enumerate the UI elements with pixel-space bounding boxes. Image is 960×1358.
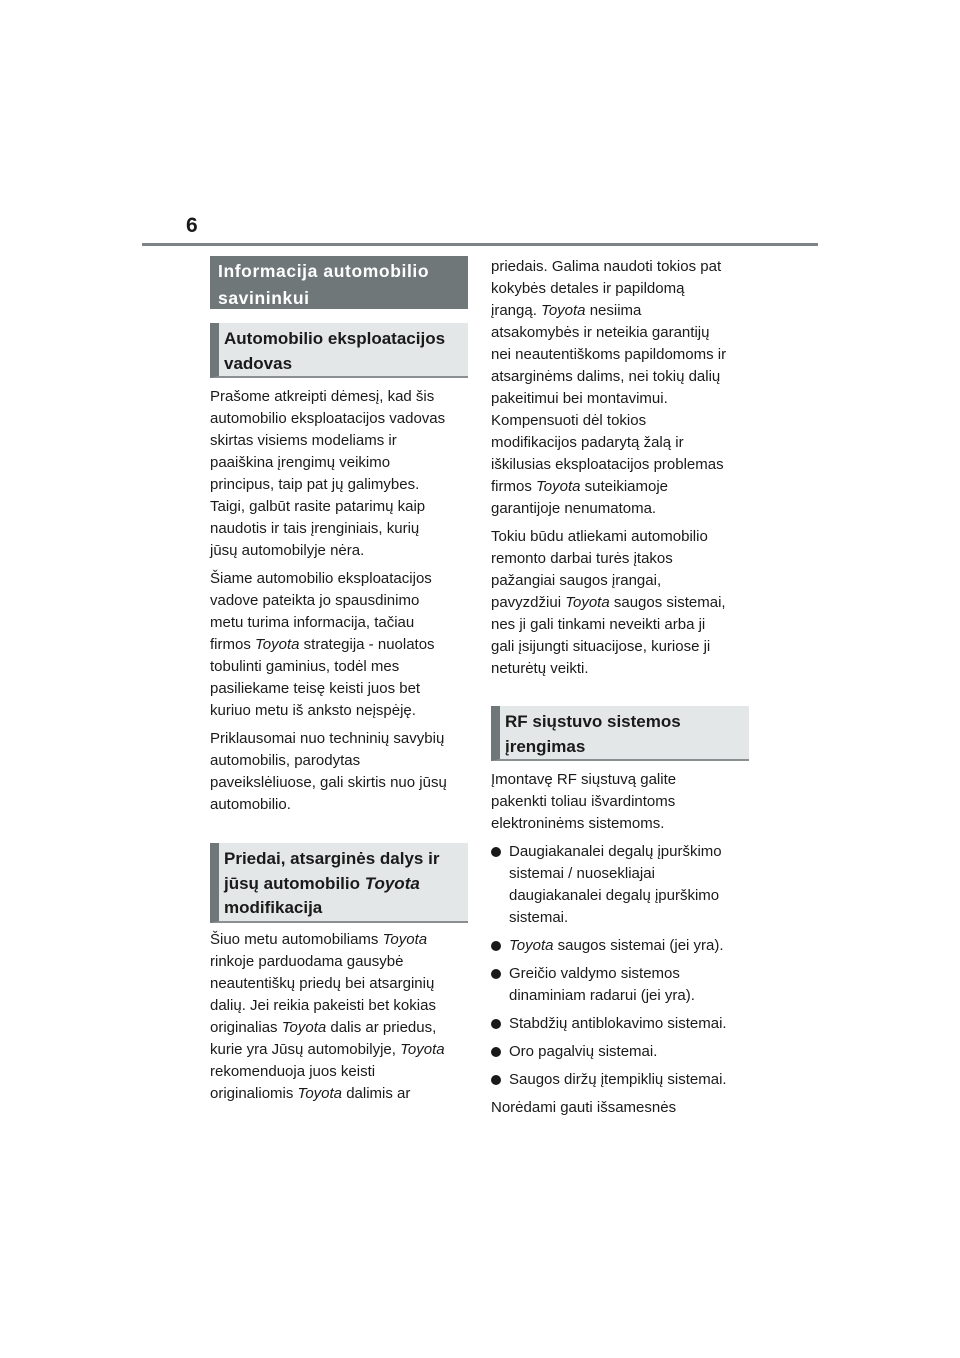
brand-text: Toyota [565,594,610,611]
list-item-text: Stabdžių antiblokavimo sistemai. [509,1015,727,1032]
text: Tokiu būdu atliekami automobilio remonto darbai turės įtakos pažangiai saugos įrangai, pavyzdžiui [491,528,708,611]
text: priedais. Galima naudoti tokios pat kokybės detales ir papildomą įrangą. [491,258,722,319]
brand-text: Toyota [364,873,420,893]
list-item [491,841,749,929]
paragraph-illustrations: Priklausomai nuo techninių savybių automobilis, parodytas paveikslėliuose, gali skirtis nuo jūsų automobilio. [210,730,447,813]
brand-text: Toyota [541,302,586,319]
list-item-text: Oro pagalvių sistemai. [509,1043,658,1060]
header-rule [142,243,818,246]
brand-text: Toyota [297,1085,343,1102]
list-item [491,1013,749,1035]
page-number: 6 [186,214,198,237]
list-item-text: Daugiakanalei degalų įpurškimo sistemai / nuosekliajai daugiakanalei degalų įpurškimo sistemai. [509,843,722,926]
bullet-icon [491,1019,501,1029]
text: Šiuo metu automobiliams [210,931,383,948]
brand-text: Toyota [281,1019,327,1036]
list-item [491,1041,749,1063]
brand-text: Toyota [400,1041,445,1058]
left-column [210,256,468,1105]
subheading-accessories [210,843,468,923]
list-item [491,935,749,957]
subheading-text: RF siųstuvo sistemos įrengimas [505,712,681,756]
affected-systems-list [491,841,749,1091]
text: rinkoje parduodama gausybė neautentiškų priedų bei atsarginių dalių. Jei reikia pakeisti bet kokias originalias [210,953,436,1036]
paragraph-print-info [210,568,468,722]
brand-text: Toyota [509,937,554,954]
text: rekomenduoja juos keisti originaliomis [210,1063,376,1102]
paragraph-more-info: Norėdami gauti išsamesnės [491,1099,677,1116]
text: dalis ar priedus, kurie yra Jūsų automobilyje, [210,1019,437,1058]
text: saugos sistemai, nes ji gali tinkami neveikti arba ji gali įsijungti situacijose, kuriose ji neturėtų veikti. [491,594,726,677]
brand-text: Toyota [382,931,428,948]
bullet-icon [491,969,501,979]
text: strategija - nuolatos tobulinti gaminius, todėl mes pasiliekame teisę keisti juos bet kuriuo metu iš anksto neįspėję. [210,636,435,719]
brand-text: Toyota [536,478,581,495]
text: Šiame automobilio eksploatacijos vadove pateikta jo spausdinimo metu turima informacija, tačiau firmos [210,570,432,653]
text: modifikacija [224,898,323,917]
bullet-icon [491,1047,501,1057]
paragraph-accessories [210,929,468,1105]
paragraph-safety-impact [491,526,749,680]
right-column [491,256,749,1119]
list-item-text: Saugos diržų įtempiklių sistemai. [509,1071,727,1088]
text: dalimis ar [342,1085,411,1102]
paragraph-rf-intro: Įmontavę RF siųstuvą galite pakenkti toliau išvardintoms elektroninėms sistemoms. [491,771,677,832]
paragraph-manual-scope: Prašome atkreipti dėmesį, kad šis automobilio eksploatacijos vadovas skirtas visiems modeliams ir paaiškina įrengimų veikimo principus, taip pat jų galimybes. Taigi, galbūt rasite patarimų kaip naudotis ir tais įrenginiais, kurių jūsų automobilyje nėra. [210,388,446,559]
subheading-rf-transmitter [491,706,749,761]
section-banner-text: Informacija automobilio savininkui [218,261,430,308]
paragraph-warranty [491,256,749,520]
text: suteikiamoje garantijoje nenumatoma. [491,478,669,517]
bullet-icon [491,847,501,857]
subheading-owners-manual [210,323,468,378]
subheading-text [224,849,439,917]
text: Priedai, atsarginės dalys ir jūsų automobilio [224,849,440,893]
list-item-text: Greičio valdymo sistemos dinaminiam radarui (jei yra). [509,965,695,1004]
list-item-text: saugos sistemai (jei yra). [553,937,724,954]
text: nesiima atsakomybės ir neteikia garantijų nei neautentiškoms papildomoms ir atsarginėms dalims, nei tokių dalių pakeitimui bei montavimui. Kompensuoti dėl tokios modifikacijos padarytą žalą ir iškilusias eksploatacijos problemas firmos [491,302,727,495]
section-banner-owner-info [210,256,468,309]
bullet-icon [491,1075,501,1085]
subheading-text: Automobilio eksploatacijos vadovas [224,329,446,373]
list-item [491,963,749,1007]
list-item [491,1069,749,1091]
brand-text: Toyota [255,636,300,653]
bullet-icon [491,941,501,951]
